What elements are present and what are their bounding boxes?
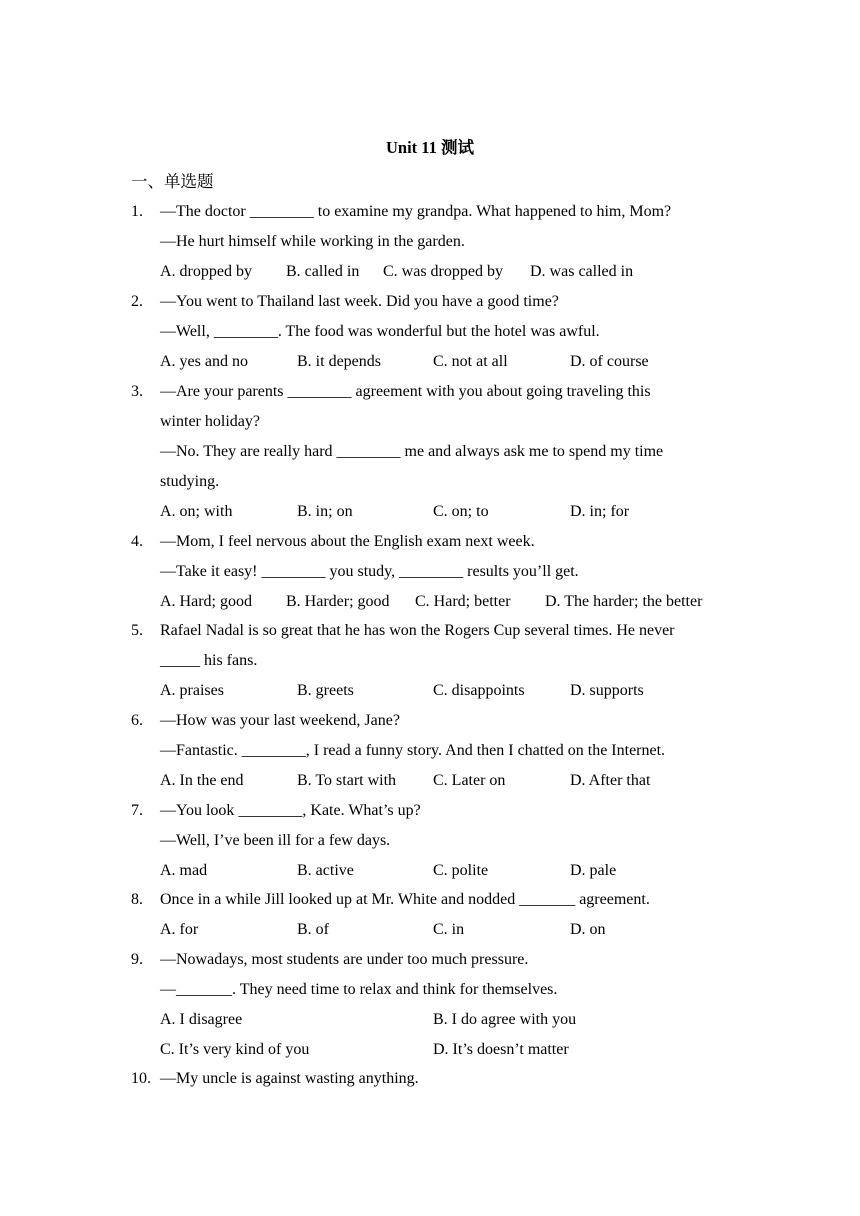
question-text-line: —How was your last weekend, Jane? — [160, 712, 400, 729]
question-text-line: —Nowadays, most students are under too much pressure. — [160, 951, 529, 968]
question-text-line: —You went to Thailand last week. Did you have a good time? — [160, 293, 559, 310]
answer-option: A. praises — [160, 682, 224, 699]
question-number: 6. — [131, 712, 143, 729]
answer-option: C. disappoints — [433, 682, 525, 699]
answer-option: C. Later on — [433, 772, 506, 789]
document-title: Unit 11 测试 — [385, 138, 474, 157]
question-text-line: —_______. They need time to relax and think for themselves. — [160, 981, 558, 998]
answer-option: C. was dropped by — [383, 263, 503, 280]
question-text-line: —He hurt himself while working in the garden. — [160, 233, 465, 250]
question-text-line: —Fantastic. ________, I read a funny story. And then I chatted on the Internet. — [160, 742, 666, 759]
question-text-line: —Take it easy! ________ you study, ________ results you’ll get. — [160, 563, 579, 580]
question-text-line: _____ his fans. — [160, 652, 258, 669]
answer-option: D. It’s doesn’t matter — [433, 1041, 569, 1058]
answer-option: A. mad — [160, 862, 208, 879]
question-number: 7. — [131, 802, 143, 819]
answer-option: B. of — [297, 921, 329, 938]
answer-option: B. I do agree with you — [433, 1011, 577, 1028]
answer-option: B. To start with — [297, 772, 397, 789]
answer-option: D. The harder; the better — [545, 593, 703, 610]
question-number: 10. — [131, 1070, 151, 1087]
question-number: 8. — [131, 891, 143, 908]
answer-option: D. pale — [570, 862, 617, 879]
question-number: 1. — [131, 203, 143, 220]
question-number: 2. — [131, 293, 143, 310]
answer-option: B. called in — [286, 263, 360, 280]
answer-option: C. on; to — [433, 503, 489, 520]
answer-option: A. In the end — [160, 772, 244, 789]
question-text-line: —No. They are really hard ________ me and always ask me to spend my time — [160, 443, 664, 460]
section-heading: 一、单选题 — [131, 172, 214, 191]
answer-option: A. dropped by — [160, 263, 252, 280]
answer-option: D. on — [570, 921, 606, 938]
answer-option: B. Harder; good — [286, 593, 390, 610]
question-text-line: Once in a while Jill looked up at Mr. White and nodded _______ agreement. — [160, 891, 650, 908]
question-number: 3. — [131, 383, 143, 400]
answer-option: B. greets — [297, 682, 354, 699]
answer-option: C. It’s very kind of you — [160, 1041, 310, 1058]
answer-option: B. active — [297, 862, 354, 879]
answer-option: A. Hard; good — [160, 593, 252, 610]
answer-option: B. in; on — [297, 503, 353, 520]
question-text-line: —My uncle is against wasting anything. — [160, 1070, 419, 1087]
answer-option: C. not at all — [433, 353, 508, 370]
question-number: 9. — [131, 951, 143, 968]
question-number: 4. — [131, 533, 143, 550]
answer-option: D. of course — [570, 353, 649, 370]
answer-option: D. was called in — [530, 263, 634, 280]
answer-option: A. on; with — [160, 503, 233, 520]
answer-option: D. After that — [570, 772, 651, 789]
question-text-line: —Are your parents ________ agreement with you about going traveling this — [160, 383, 651, 400]
question-text-line: winter holiday? — [160, 413, 260, 430]
answer-option: D. in; for — [570, 503, 630, 520]
question-text-line: —Well, I’ve been ill for a few days. — [160, 832, 391, 849]
answer-option: A. for — [160, 921, 199, 938]
question-number: 5. — [131, 622, 143, 639]
question-text-line: studying. — [160, 473, 220, 490]
answer-option: B. it depends — [297, 353, 381, 370]
question-text-line: —The doctor ________ to examine my grandpa. What happened to him, Mom? — [160, 203, 672, 220]
answer-option: C. polite — [433, 862, 489, 879]
answer-option: C. Hard; better — [415, 593, 511, 610]
answer-option: A. yes and no — [160, 353, 248, 370]
question-text-line: Rafael Nadal is so great that he has won the Rogers Cup several times. He never — [160, 622, 675, 639]
answer-option: C. in — [433, 921, 465, 938]
answer-option: D. supports — [570, 682, 644, 699]
question-text-line: —You look ________, Kate. What’s up? — [160, 802, 421, 819]
question-text-line: —Well, ________. The food was wonderful but the hotel was awful. — [160, 323, 600, 340]
answer-option: A. I disagree — [160, 1011, 243, 1028]
question-text-line: —Mom, I feel nervous about the English exam next week. — [160, 533, 535, 550]
